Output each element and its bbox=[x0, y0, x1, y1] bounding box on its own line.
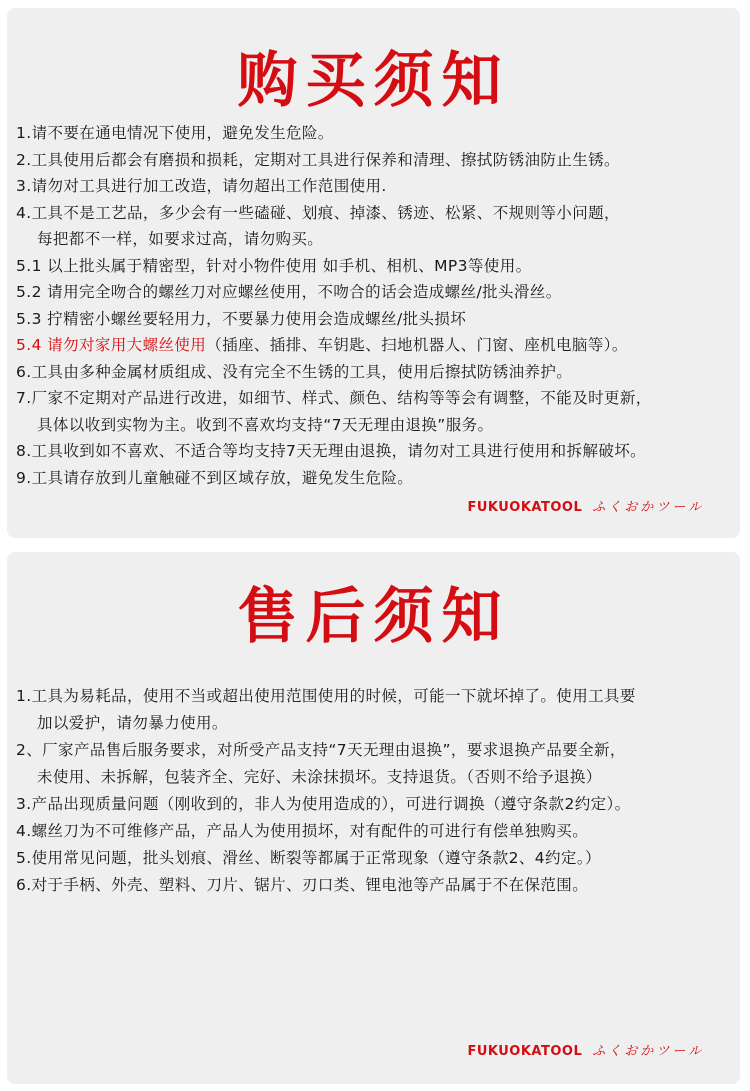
list-item: 未使用、未拆解，包装齐全、完好、未涂抹损坏。支持退货。（否则不给予退换） bbox=[37, 768, 602, 786]
list-item: 2、厂家产品售后服务要求，对所受产品支持“7天无理由退换”，要求退换产品要全新， bbox=[16, 741, 626, 759]
list-item: 5.1 以上批头属于精密型，针对小物件使用 如手机、相机、MP3等使用。 bbox=[16, 256, 532, 275]
list-item: 4.工具不是工艺品，多少会有一些磕碰、划痕、掉漆、锈迹、松紧、不规则等小问题， bbox=[16, 203, 620, 222]
aftersales-notice-panel bbox=[7, 552, 740, 1084]
list-item: 3.产品出现质量问题（刚收到的，非人为使用造成的），可进行调换（遵守条款2约定）。 bbox=[16, 795, 631, 813]
purchase-notice-title: 购买须知 bbox=[237, 46, 510, 116]
aftersales-notice-list bbox=[16, 683, 732, 899]
brand-name-jp: ふくおかツール bbox=[592, 500, 704, 515]
list-item: 5.使用常见问题，批头划痕、滑丝、断裂等都属于正常现象（遵守条款2、4约定。） bbox=[16, 849, 601, 867]
aftersales-notice-title: 售后须知 bbox=[237, 582, 510, 652]
purchase-notice-list bbox=[16, 120, 732, 491]
brand-name-jp: ふくおかツール bbox=[592, 1044, 704, 1059]
purchase-notice-panel bbox=[7, 8, 740, 538]
list-item: 6.对于手柄、外壳、塑料、刀片、锯片、刃口类、锂电池等产品属于不在保范围。 bbox=[16, 876, 589, 894]
list-item: 加以爱护，请勿暴力使用。 bbox=[37, 714, 228, 732]
list-item: 1.请不要在通电情况下使用，避免发生危险。 bbox=[16, 124, 334, 142]
list-item: 具体以收到实物为主。收到不喜欢均支持“7天无理由退换”服务。 bbox=[37, 415, 494, 434]
brand-signature bbox=[467, 1040, 704, 1059]
list-item: 2.工具使用后都会有磨损和损耗，定期对工具进行保养和清理、擦拭防锈油防止生锈。 bbox=[16, 150, 620, 169]
list-item: 6.工具由多种金属材质组成、没有完全不生锈的工具，使用后擦拭防锈油养护。 bbox=[16, 362, 573, 381]
brand-name: FUKUOKATOOL bbox=[467, 1044, 583, 1059]
list-item: 7.厂家不定期对产品进行改进，如细节、样式、颜色、结构等等会有调整，不能及时更新， bbox=[16, 389, 652, 407]
list-item: 8.工具收到如不喜欢、不适合等均支持7天无理由退换，请勿对工具进行使用和拆解破坏。 bbox=[16, 442, 647, 460]
list-item: 每把都不一样，如要求过高，请勿购买。 bbox=[37, 230, 324, 248]
highlight-warning: 5.4 请勿对家用大螺丝使用 bbox=[16, 336, 207, 354]
list-item: 3.请勿对工具进行加工改造，请勿超出工作范围使用. bbox=[16, 177, 387, 195]
list-item bbox=[16, 332, 732, 359]
brand-name: FUKUOKATOOL bbox=[467, 500, 583, 515]
brand-signature bbox=[467, 496, 704, 515]
list-item: 1.工具为易耗品，使用不当或超出使用范围使用的时候，可能一下就坏掉了。使用工具要 bbox=[16, 687, 636, 705]
list-item: 5.2 请用完全吻合的螺丝刀对应螺丝使用，不吻合的话会造成螺丝/批头滑丝。 bbox=[16, 283, 562, 301]
list-item: 4.螺丝刀为不可维修产品，产品人为使用损坏，对有配件的可进行有偿单独购买。 bbox=[16, 822, 589, 840]
list-item-detail: （插座、插排、车钥匙、扫地机器人、门窗、座机电脑等）。 bbox=[206, 336, 628, 354]
list-item: 9.工具请存放到儿童触碰不到区域存放，避免发生危险。 bbox=[16, 468, 414, 487]
list-item: 5.3 拧精密小螺丝要轻用力，不要暴力使用会造成螺丝/批头损坏 bbox=[16, 309, 467, 328]
